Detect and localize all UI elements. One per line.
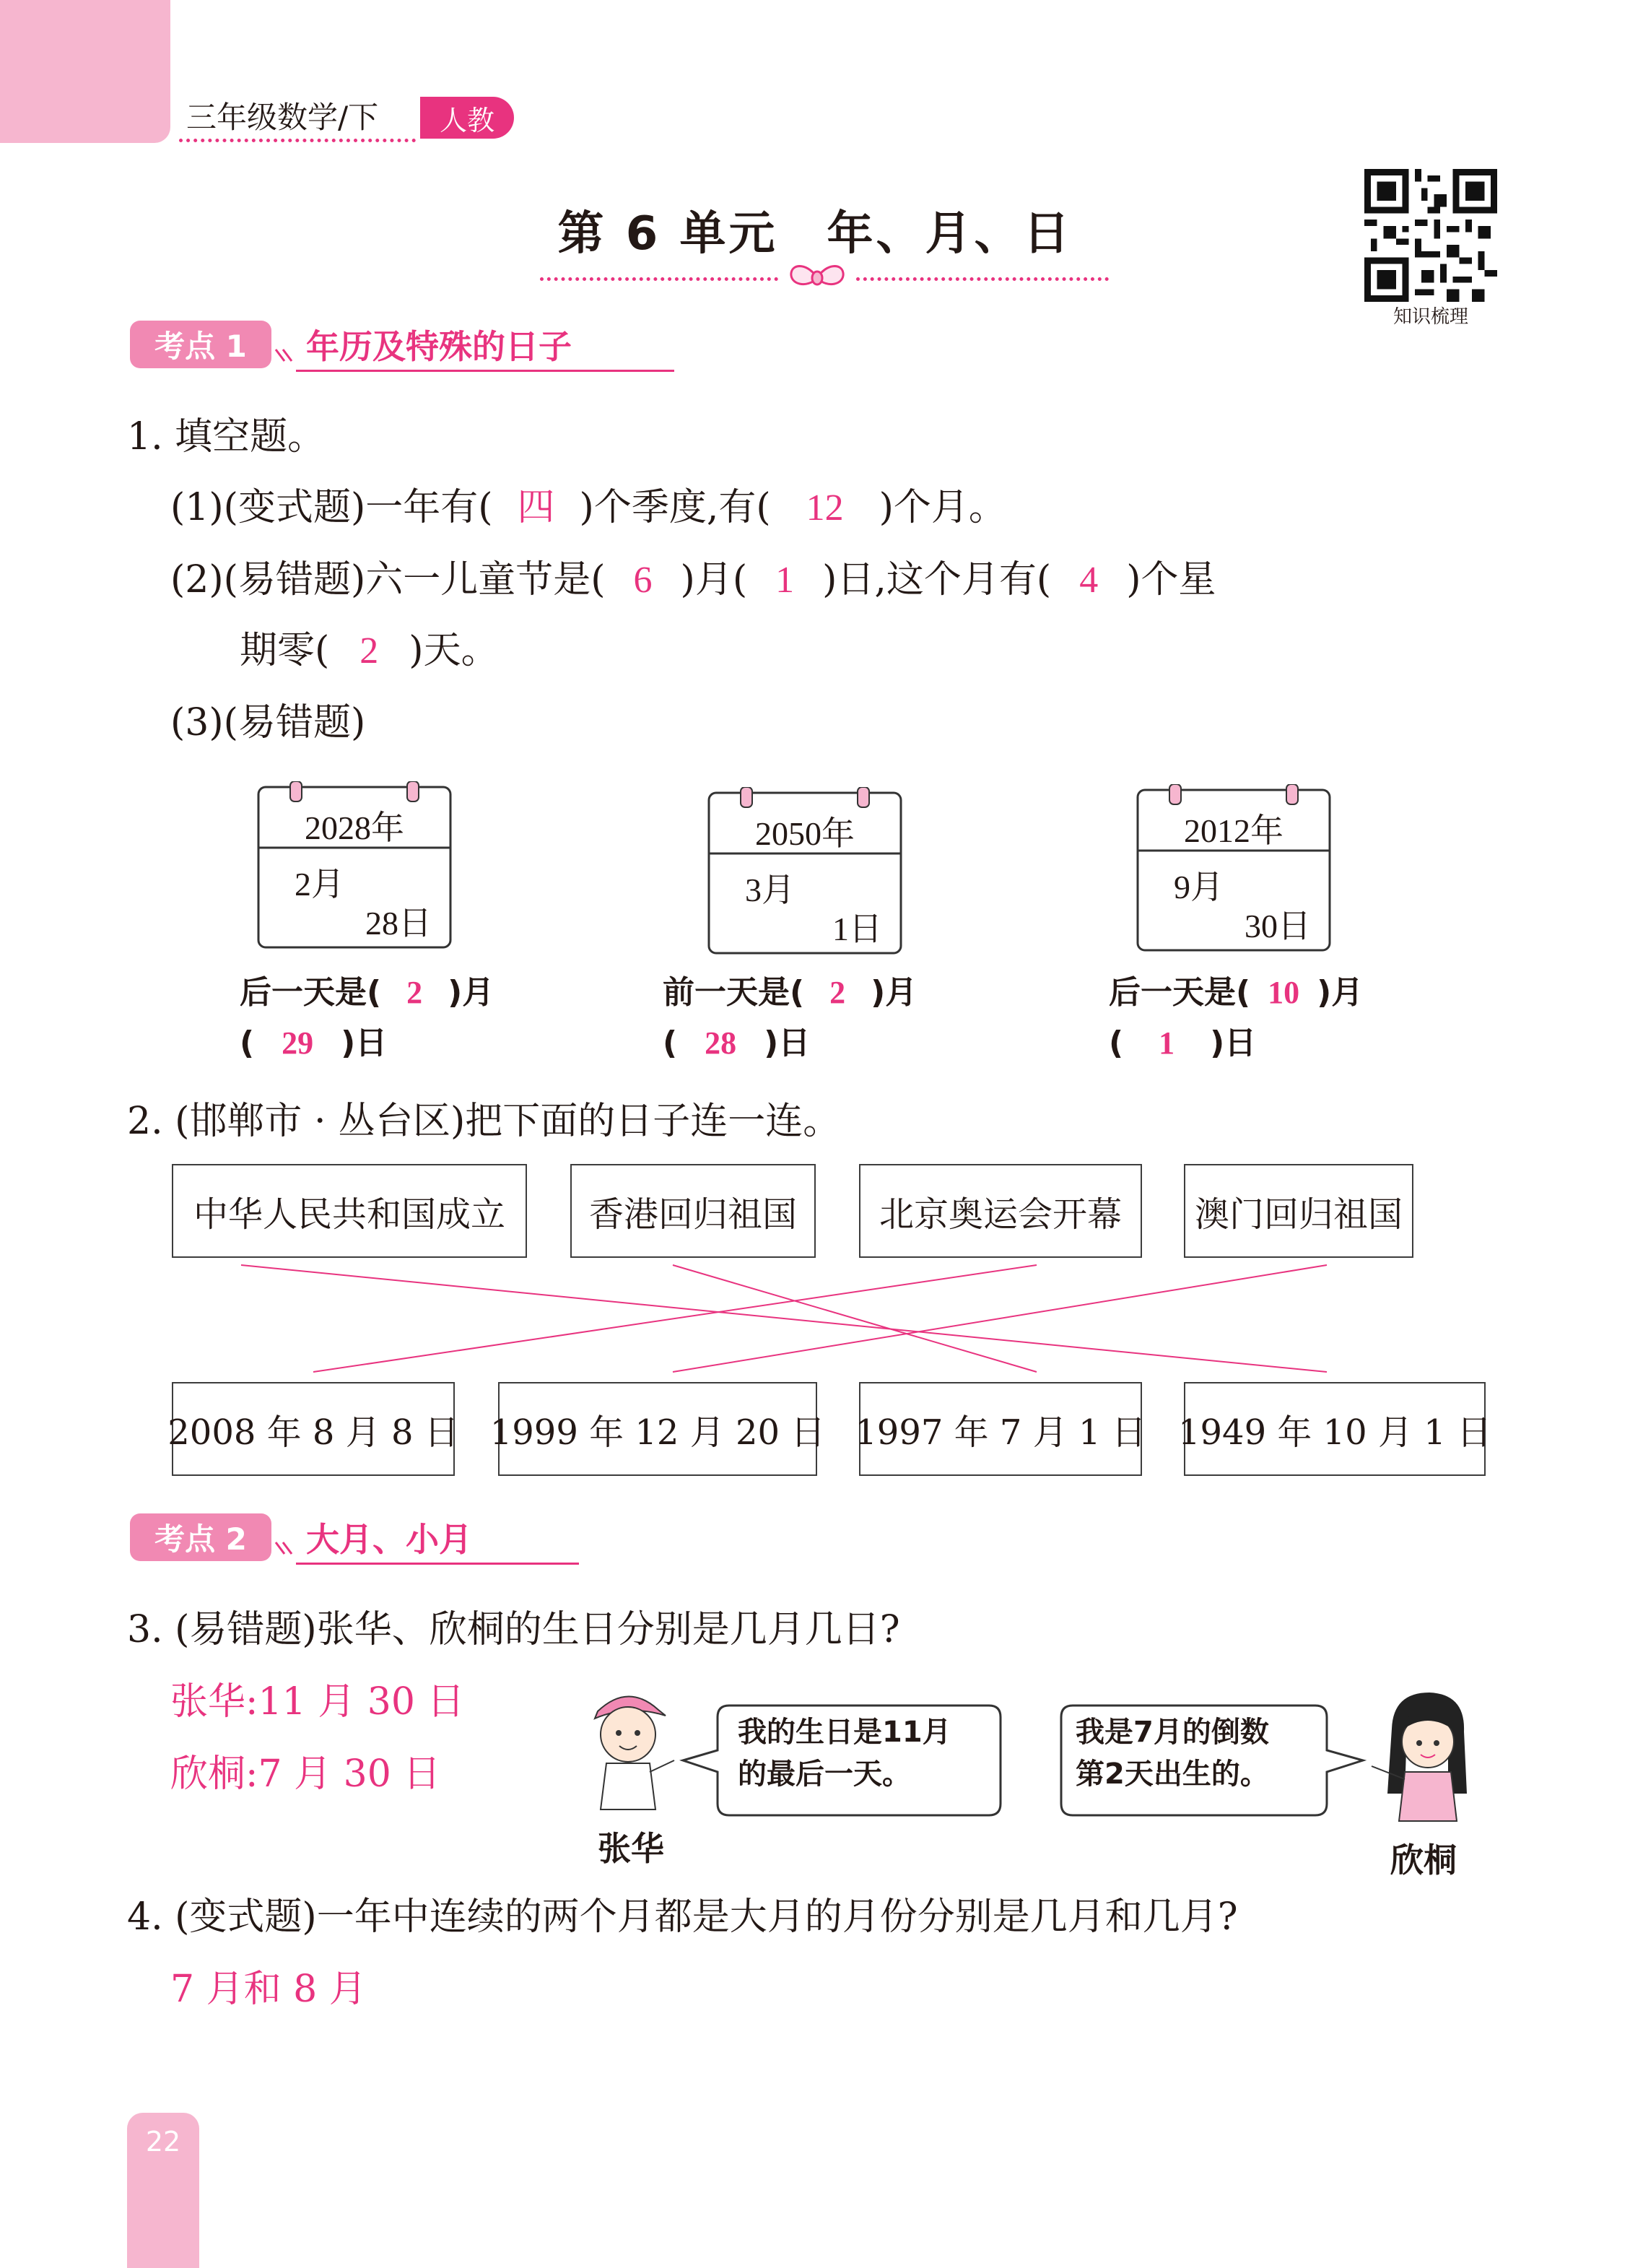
calendar-year: 2028年 [305,809,404,846]
kaodian-1-badge: 考点 1 [130,321,271,368]
date-box-1997[interactable]: 1997 年 7 月 1 日 [859,1382,1142,1476]
header-subject: 三年级数学/下 [186,100,379,135]
match-line-hongkong [673,1265,1037,1372]
calendar-answer-day: 1 [1159,1025,1175,1061]
calendar-card [707,787,902,955]
kaodian-2-badge: 考点 2 [130,1513,271,1561]
qr-code-icon[interactable] [1364,169,1497,302]
header-divider [179,139,416,142]
name-xintong: 欣桐 [1390,1841,1457,1880]
calendar-caption-month: 后一天是( 2 )月 [240,974,494,1011]
name-zhanghua: 张华 [598,1829,664,1868]
q3-answer-zhanghua: 张华:11 月 30 日 [170,1680,465,1724]
event-box-prc-founding[interactable]: 中华人民共和国成立 [172,1164,527,1258]
unit-title: 第 6 单元 年、月、日 [557,207,1073,261]
boy-zhanghua-icon [578,1682,679,1812]
calendar-answer-day: 28 [705,1025,737,1061]
q3-stem: 3. (易错题)张华、欣桐的生日分别是几月几日? [127,1608,900,1651]
q1-part1: (1)(变式题)一年有( 四 )个季度,有( 12 )个月。 [170,477,1006,531]
calendar-month: 9月 [1174,869,1224,905]
match-line-macao [673,1265,1327,1372]
q1-answer-weeks: 4 [1079,560,1099,601]
title-divider-right [856,277,1109,281]
calendar-year: 2050年 [755,815,855,852]
q1-answer-month: 6 [633,560,653,601]
calendar-card [1136,784,1331,952]
q1-answer-quarters: 四 [517,487,555,529]
calendar-month: 2月 [295,866,344,903]
calendar-answer-day: 29 [282,1025,314,1061]
tick-decoration-icon [273,1532,302,1561]
q1-part2-line2: 期零( 2 )天。 [240,629,499,672]
date-box-2008[interactable]: 2008 年 8 月 8 日 [172,1382,455,1476]
q1-part3: (3)(易错题) [170,701,366,744]
calendar-caption-day: ( 29 )日 [240,1025,388,1061]
bubble-zhanghua-text: 我的生日是11月 的最后一天。 [738,1716,951,1791]
calendar-day: 28日 [365,905,432,942]
event-box-hongkong[interactable]: 香港回归祖国 [570,1164,816,1258]
calendar-answer-month: 2 [829,975,846,1010]
bow-icon [787,260,847,296]
match-line-olympics [313,1265,1037,1372]
page-number: 22 [145,2126,181,2158]
calendar-day: 30日 [1245,908,1311,944]
match-line-prc [241,1265,1327,1372]
kaodian-1-underline [296,370,674,372]
q1-answer-months: 12 [806,487,844,529]
q1-part2-line1: (2)(易错题)六一儿童节是( 6 )月( 1 )日,这个月有( 4 )个星 [170,558,1216,601]
event-box-olympics[interactable]: 北京奥运会开幕 [859,1164,1142,1258]
calendar-caption-month: 前一天是( 2 )月 [663,974,918,1011]
calendar-day: 1日 [832,911,882,947]
calendar-year: 2012年 [1184,812,1283,849]
q2-stem: 2. (邯郸市 · 丛台区)把下面的日子连一连。 [127,1100,841,1143]
corner-tab [0,0,170,143]
calendar-caption-day: ( 1 )日 [1109,1025,1257,1061]
q3-answer-xintong: 欣桐:7 月 30 日 [170,1752,441,1796]
q1-answer-day: 1 [775,560,795,601]
tick-decoration-icon [273,339,302,368]
event-box-macao[interactable]: 澳门回归祖国 [1184,1164,1413,1258]
q1-answer-extra-days: 2 [359,630,379,672]
qr-caption: 知识梳理 [1393,306,1468,328]
matching-lines [0,1256,1630,1379]
kaodian-1-title: 年历及特殊的日子 [306,327,572,366]
q4-answer: 7 月和 8 月 [170,1968,367,2011]
calendar-caption-month: 后一天是( 10 )月 [1109,974,1364,1011]
title-divider-left [540,277,778,281]
calendar-answer-month: 2 [406,975,423,1010]
kaodian-2-underline [296,1563,579,1565]
kaodian-2-title: 大月、小月 [306,1520,472,1559]
bubble-xintong-text: 我是7月的倒数 第2天出生的。 [1076,1716,1269,1791]
q4-stem: 4. (变式题)一年中连续的两个月都是大月的月份分别是几月和几月? [127,1895,1238,1939]
q1-stem: 1. 填空题。 [127,415,326,459]
date-box-1999[interactable]: 1999 年 12 月 20 日 [498,1382,817,1476]
date-box-1949[interactable]: 1949 年 10 月 1 日 [1184,1382,1486,1476]
calendar-card [257,781,452,949]
girl-xintong-icon [1364,1685,1487,1822]
calendar-answer-month: 10 [1268,975,1300,1010]
calendar-caption-day: ( 28 )日 [663,1025,811,1061]
calendar-month: 3月 [745,872,795,908]
edition-badge: 人教 [420,97,514,139]
